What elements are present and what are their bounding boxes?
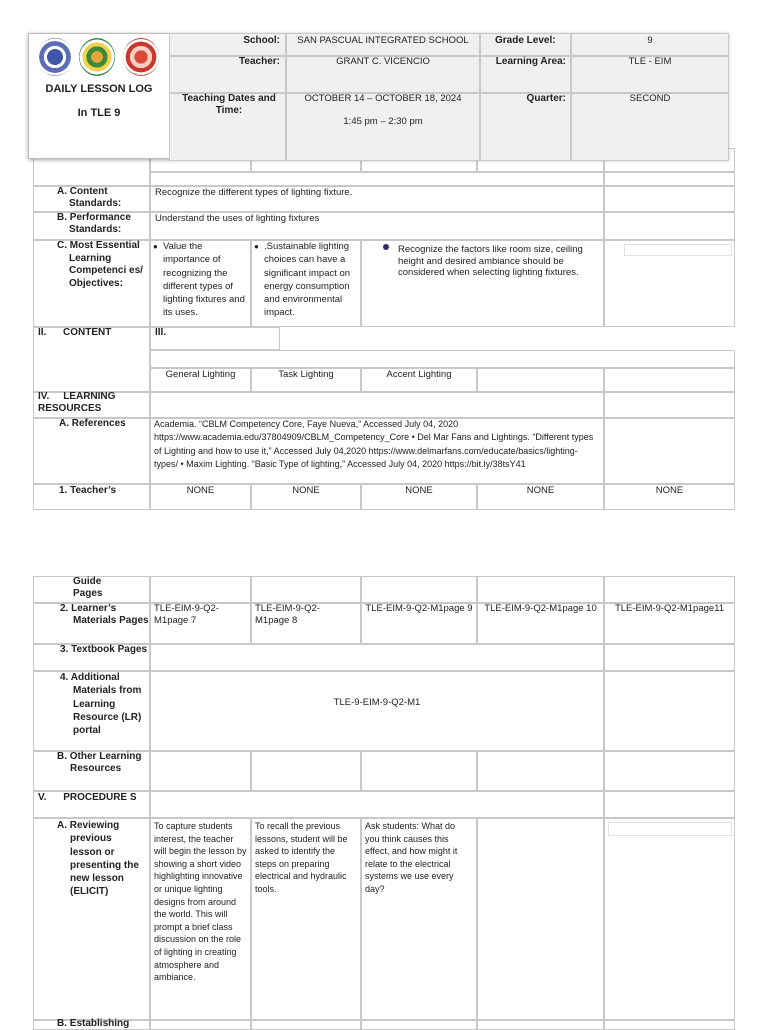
log-title: DAILY LESSON LOG: [45, 83, 153, 95]
grade-label: Grade Level:: [495, 35, 556, 46]
learners-value-2: TLE-EIM-9-Q2-M1page 8: [255, 603, 320, 626]
grid-cell: [150, 392, 604, 418]
performance-value: Understand the uses of lighting fixtures: [155, 213, 320, 224]
area-label: Learning Area:: [495, 56, 566, 67]
quarter-label: Quarter:: [526, 93, 566, 104]
grid-cell: [604, 418, 735, 484]
content-sub-cell: [150, 327, 280, 350]
references-value: Academia. “CBLM Competency Core, Faye Nueva,” Accessed July 04, 2020 https://www.academia.edu/37804909/CBLM_Competency_Core • Del Mar Fans and Lightings. “Different types of Lighting and how to use it,” Accessed July 04,2020 https://www.delmarfans.com/educate/basics/lighting-types/ • Maxim Lighting. “Basic Type of lighting,” Accessed July 04, 2020 https://bit.ly/38tsY41: [154, 419, 594, 469]
teachers-value-4: NONE: [526, 485, 555, 496]
reviewing-activity-2: To recall the previous lessons, student will be asked to identify the steps on preparing electrical and hydraulic tools.: [255, 821, 348, 894]
grid-cell: [604, 368, 735, 392]
dates-value: OCTOBER 14 – OCTOBER 18, 2024: [304, 93, 462, 104]
additional-label: 4. Additional Materials from Learning Resource (LR) portal: [60, 672, 142, 737]
reviewing-activity-1: To capture students interest, the teacher will begin the lesson by showing a short video highlighting innovative or unique lighting designs from around the world. This will prompt a brief class discussion on the role of lighting in creating atmosphere and ambiance.: [154, 821, 247, 983]
grid-cell: [150, 644, 604, 671]
content-standards-label: A. Content Standards:: [57, 186, 122, 209]
additional-value-cell: [150, 671, 604, 751]
grid-cell: [361, 751, 477, 791]
grid-cell: [477, 1020, 604, 1030]
reviewing-activity-3: Ask students: What do you think causes this effect, and how might it relate to the electrical systems we use every day?: [365, 821, 458, 894]
grid-cell: [150, 791, 604, 818]
resources-label: IV. LEARNING RESOURCES: [38, 391, 119, 414]
header-sheet: [28, 33, 728, 159]
division-seal-icon: [79, 38, 115, 76]
grid-cell: [604, 791, 735, 818]
additional-value: TLE-9-EIM-9-Q2-M1: [333, 697, 421, 708]
grid-cell: [604, 172, 735, 186]
textbook-label: 3. Textbook Pages: [60, 644, 148, 655]
content-sub: III.: [155, 327, 167, 338]
grid-cell: [361, 1020, 477, 1030]
quarter-value: SECOND: [629, 93, 671, 104]
grid-cell: [477, 818, 604, 1020]
teachers-value-1: NONE: [186, 485, 215, 496]
teacher-value: GRANT C. VICENCIO: [336, 56, 430, 67]
establishing-label: B. Establishing: [57, 1018, 130, 1029]
grid-cell: [604, 818, 735, 1020]
teachers-label: 1. Teacher’s: [59, 485, 117, 496]
topic-2: Task Lighting: [278, 369, 334, 380]
blank-field: [608, 822, 732, 836]
grid-cell: [251, 1020, 361, 1030]
melc-objective-3: Recognize the factors like room size, ceiling height and desired ambiance should be considered when selecting lighting fixtures.: [398, 244, 583, 278]
content-label: II. CONTENT: [38, 327, 112, 338]
grid-cell: [604, 186, 735, 212]
grid-cell: [604, 212, 735, 240]
grid-cell: [150, 576, 251, 603]
grid-cell: [150, 751, 251, 791]
learners-label: 2. Learner’s Materials Pages: [60, 603, 149, 626]
performance-label: B. Performance Standards:: [57, 212, 131, 235]
melc-objective-1: ● Value the importance of recognizing the different types of lighting fixtures and its uses.: [163, 240, 245, 320]
grid-cell: [477, 368, 604, 392]
grid-cell: [361, 576, 477, 603]
grid-cell: [251, 576, 361, 603]
references-label: A. References: [59, 418, 126, 429]
grid-cell: [477, 751, 604, 791]
grid-cell: [604, 392, 735, 418]
grid-cell: [150, 172, 604, 186]
melc-objective-2: ● .Sustainable lighting choices can have a significant impact on energy consumption and environmental impact.: [264, 240, 358, 320]
content-standards-value: Recognize the different types of lighting fixture.: [155, 187, 353, 198]
grid-cell: [604, 576, 735, 603]
teachers-value-3: NONE: [405, 485, 433, 496]
area-value: TLE - EIM: [628, 56, 672, 67]
log-subtitle: In TLE 9: [77, 107, 121, 119]
procedures-label: V. PROCEDURE S: [38, 792, 137, 803]
topic-1: General Lighting: [165, 369, 236, 380]
grid-cell: [604, 751, 735, 791]
teachers-value-5: NONE: [655, 485, 684, 496]
deped-seal-icon: [37, 38, 73, 76]
grid-cell: [251, 751, 361, 791]
grid-cell: [604, 671, 735, 751]
other-label: B. Other Learning Resources: [57, 751, 142, 774]
grade-value: 9: [647, 35, 653, 46]
grid-cell: [477, 576, 604, 603]
school-label: School:: [243, 35, 280, 46]
time-value: 1:45 pm – 2:30 pm: [343, 116, 423, 127]
grid-cell: [604, 644, 735, 671]
grid-cell: [150, 1020, 251, 1030]
topic-3: Accent Lighting: [386, 369, 452, 380]
learners-value-1: TLE-EIM-9-Q2-M1page 7: [154, 603, 219, 626]
learners-value-4: TLE-EIM-9-Q2-M1page 10: [484, 603, 597, 614]
melc-label: C. Most Essential Learning Competenci es/ Objectives:: [57, 240, 143, 289]
bullet-icon: [383, 244, 389, 250]
blank-field: [624, 244, 732, 256]
learners-value-3: TLE-EIM-9-Q2-M1page 9: [365, 603, 473, 614]
grid-cell: [150, 350, 735, 368]
learners-value-5: TLE-EIM-9-Q2-M1page11: [614, 603, 725, 614]
grid-cell: [604, 1020, 735, 1030]
dates-label: Teaching Dates and Time:: [182, 93, 276, 116]
guide-label: Guide Pages: [73, 576, 103, 599]
school-seal-icon: [123, 38, 159, 76]
teacher-label: Teacher:: [239, 56, 280, 67]
reviewing-label: A. Reviewing previous lesson or presenting the new lesson (ELICIT): [57, 820, 139, 898]
teachers-value-2: NONE: [292, 485, 320, 496]
school-value: SAN PASCUAL INTEGRATED SCHOOL: [297, 35, 469, 46]
